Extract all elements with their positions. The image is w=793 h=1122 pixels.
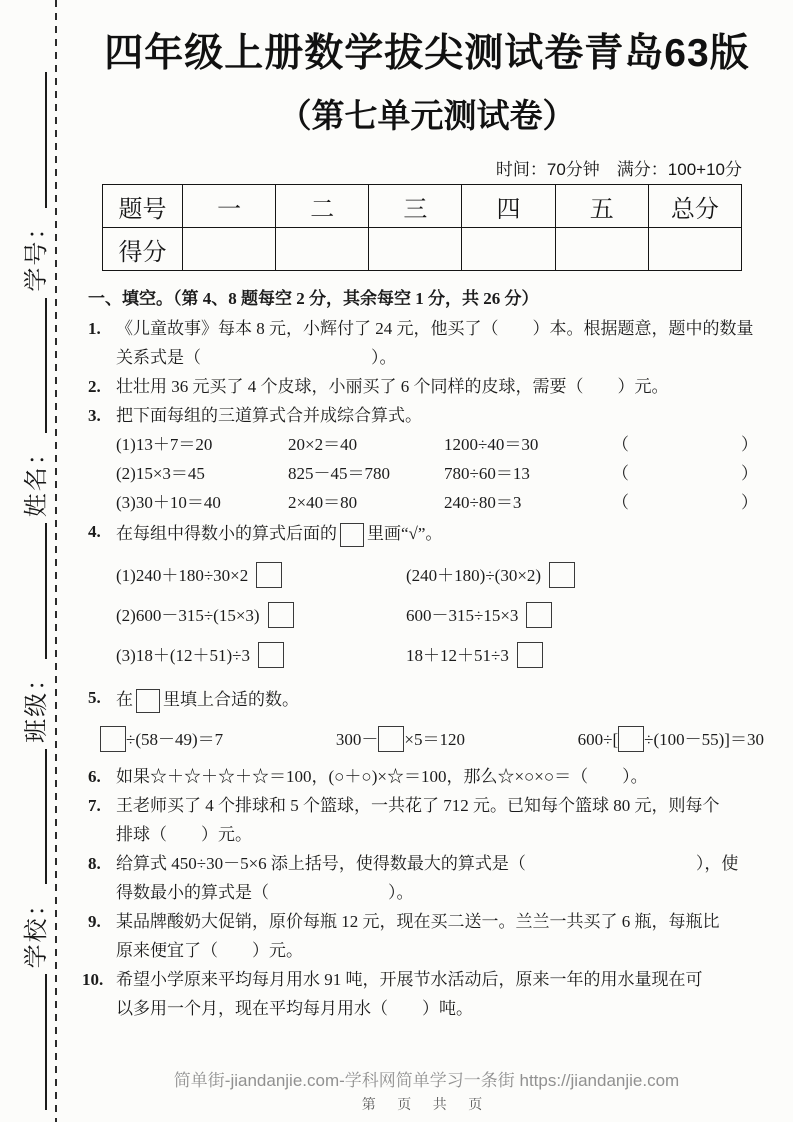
footer-pagination: 第 页 共 页 bbox=[361, 1098, 492, 1113]
question-text: 在每组中得数小的算式后面的 bbox=[116, 524, 337, 543]
score-table-cell: 总分 bbox=[648, 185, 741, 228]
page-title: 四年级上册数学拔尖测试卷青岛63版 bbox=[104, 32, 750, 75]
answer-box[interactable] bbox=[340, 523, 364, 547]
question-text: 在 bbox=[116, 690, 133, 709]
choice-row bbox=[116, 595, 766, 635]
question-number: 3. bbox=[88, 406, 101, 425]
score-table-header-row bbox=[103, 185, 742, 228]
score-table bbox=[102, 184, 742, 271]
question-line: 排球（ ）元。 bbox=[116, 825, 252, 844]
expression: (240＋180)÷(30×2) bbox=[406, 565, 542, 585]
choice-row bbox=[116, 555, 766, 595]
score-table-cell: 四 bbox=[462, 185, 555, 228]
equation: (3)30＋10＝40 bbox=[116, 493, 221, 512]
question-7 bbox=[88, 791, 766, 849]
equation: 2×40＝80 bbox=[288, 493, 358, 512]
question-number: 10. bbox=[82, 970, 104, 989]
expression: 18＋12＋51÷3 bbox=[406, 645, 509, 665]
student-info-strip bbox=[12, 66, 54, 1116]
name-label: 姓名： bbox=[23, 439, 50, 518]
question-number: 6. bbox=[88, 767, 101, 786]
question-text: 里画“√”。 bbox=[367, 524, 443, 543]
score-row-label: 得分 bbox=[103, 228, 183, 271]
expression: (2)600－315÷(15×3) bbox=[116, 605, 260, 625]
question-10 bbox=[82, 965, 766, 1023]
fill-number-equations bbox=[100, 716, 766, 762]
equation: 1200÷40＝30 bbox=[444, 435, 539, 454]
question-number: 1. bbox=[88, 319, 101, 338]
question-line: 原来便宜了（ ）元。 bbox=[116, 941, 303, 960]
student-id-label: 学号： bbox=[23, 213, 50, 292]
score-blank-cell bbox=[462, 228, 555, 271]
question-number: 7. bbox=[88, 796, 101, 815]
question-line: 关系式是（ ）。 bbox=[116, 348, 397, 367]
fill-line-name bbox=[19, 523, 46, 659]
question-line: 壮壮用 36 元买了 4 个皮球，小丽买了 6 个同样的皮球，需要（ ）元。 bbox=[116, 377, 669, 396]
paren-close: ） bbox=[741, 493, 758, 512]
question-9 bbox=[88, 907, 766, 965]
page-footer bbox=[88, 1066, 765, 1114]
score-blank-cell bbox=[369, 228, 462, 271]
answer-parens bbox=[612, 459, 766, 488]
footer-site-line: 简单街-jiandanjie.com-学科网简单学习一条街 https://jiandanjie.com bbox=[173, 1071, 680, 1090]
answer-parens bbox=[612, 488, 766, 517]
question-line: 把下面每组的三道算式合并成综合算式。 bbox=[116, 406, 422, 425]
class-label: 班级： bbox=[23, 664, 50, 743]
expression: 600－315÷15×3 bbox=[406, 605, 519, 625]
question-line: 如果☆＋☆＋☆＋☆＝100，(○＋○)×☆＝100，那么☆×○×○＝（ ）。 bbox=[116, 767, 648, 786]
question-4 bbox=[88, 517, 766, 675]
answer-box[interactable] bbox=[258, 642, 284, 668]
question-line bbox=[116, 683, 766, 716]
equation bbox=[100, 725, 223, 754]
fill-line-student-id bbox=[19, 298, 46, 434]
score-blank-cell bbox=[183, 228, 276, 271]
question-text: 里填上合适的数。 bbox=[163, 690, 299, 709]
answer-box[interactable] bbox=[378, 726, 404, 752]
equation-group-row bbox=[116, 430, 766, 459]
score-table-score-row bbox=[103, 228, 742, 271]
score-table-cell: 三 bbox=[369, 185, 462, 228]
section-1-heading bbox=[88, 284, 766, 309]
answer-parens bbox=[612, 430, 766, 459]
score-table-cell: 一 bbox=[183, 185, 276, 228]
fill-line-school bbox=[19, 974, 46, 1110]
section-1-note: （第 4、8 题每空 2 分，其余每空 1 分，共 26 分） bbox=[173, 289, 539, 308]
question-line: 《儿童故事》每本 8 元，小辉付了 24 元，他买了（ ）本。根据题意，题中的数量 bbox=[116, 319, 754, 338]
equation: (1)13＋7＝20 bbox=[116, 435, 213, 454]
question-number: 5. bbox=[88, 688, 101, 707]
school-label: 学校： bbox=[23, 890, 50, 969]
question-8 bbox=[88, 849, 766, 907]
question-line bbox=[116, 517, 766, 550]
equation-part: ×5＝120 bbox=[404, 729, 465, 749]
question-number: 8. bbox=[88, 854, 101, 873]
answer-box[interactable] bbox=[517, 642, 543, 668]
score-table-cell: 二 bbox=[276, 185, 369, 228]
question-6 bbox=[88, 762, 766, 791]
expression: (3)18＋(12＋51)÷3 bbox=[116, 645, 250, 665]
main-content bbox=[82, 0, 766, 1023]
question-number: 2. bbox=[88, 377, 101, 396]
equation bbox=[578, 725, 764, 754]
score-blank-cell bbox=[555, 228, 648, 271]
answer-box[interactable] bbox=[256, 562, 282, 588]
equation: 825－45＝780 bbox=[288, 464, 390, 483]
answer-box[interactable] bbox=[100, 726, 126, 752]
fill-line-top bbox=[19, 72, 46, 208]
answer-box[interactable] bbox=[549, 562, 575, 588]
score-blank-cell bbox=[276, 228, 369, 271]
question-1 bbox=[88, 314, 766, 372]
question-3 bbox=[88, 401, 766, 517]
equation: 20×2＝40 bbox=[288, 435, 358, 454]
equation-part: 300－ bbox=[335, 729, 379, 749]
equation: 780÷60＝13 bbox=[444, 464, 530, 483]
paren-open: （ bbox=[612, 435, 629, 454]
equation bbox=[336, 725, 465, 754]
question-line: 某品牌酸奶大促销，原价每瓶 12 元，现在买二送一。兰兰一共买了 6 瓶，每瓶比 bbox=[116, 912, 720, 931]
paren-open: （ bbox=[612, 493, 629, 512]
q4-choice-rows bbox=[116, 555, 766, 675]
paren-close: ） bbox=[741, 464, 758, 483]
answer-box[interactable] bbox=[618, 726, 644, 752]
question-line: 给算式 450÷30－5×6 添上括号，使得数最大的算式是（ ），使 bbox=[116, 854, 739, 873]
question-2 bbox=[88, 372, 766, 401]
question-5 bbox=[88, 683, 766, 762]
question-line: 得数最小的算式是（ ）。 bbox=[116, 883, 414, 902]
answer-box[interactable] bbox=[136, 689, 160, 713]
exam-meta: 时间：70分钟 满分：100+10分 bbox=[495, 160, 742, 179]
seal-dashed-line bbox=[55, 0, 57, 1122]
paren-close: ） bbox=[741, 435, 758, 454]
equation: (2)15×3＝45 bbox=[116, 464, 205, 483]
equation-part: ÷(100－55)]＝30 bbox=[644, 729, 764, 749]
score-blank-cell bbox=[648, 228, 741, 271]
equation-part: ÷(58－49)＝7 bbox=[126, 729, 224, 749]
fill-line-class bbox=[19, 749, 46, 885]
equation-group-row bbox=[116, 488, 766, 517]
equation-part: 600÷[ bbox=[577, 729, 619, 749]
question-number: 9. bbox=[88, 912, 101, 931]
paren-open: （ bbox=[612, 464, 629, 483]
score-table-cell: 题号 bbox=[103, 185, 183, 228]
choice-row bbox=[116, 635, 766, 675]
answer-box[interactable] bbox=[268, 602, 294, 628]
page-subtitle: （第七单元测试卷） bbox=[278, 97, 576, 134]
question-line: 希望小学原来平均每月用水 91 吨，开展节水活动后，原来一年的用水量现在可 bbox=[116, 970, 703, 989]
question-line: 以多用一个月，现在平均每月用水（ ）吨。 bbox=[116, 999, 473, 1018]
answer-box[interactable] bbox=[526, 602, 552, 628]
equation: 240÷80＝3 bbox=[444, 493, 522, 512]
equation-group-row bbox=[116, 459, 766, 488]
section-1-title: 一、填空。 bbox=[88, 289, 173, 308]
score-table-cell: 五 bbox=[555, 185, 648, 228]
question-line: 王老师买了 4 个排球和 5 个篮球，一共花了 712 元。已知每个篮球 80 元，则每个 bbox=[116, 796, 720, 815]
expression: (1)240＋180÷30×2 bbox=[116, 565, 249, 585]
question-number: 4. bbox=[88, 522, 101, 541]
